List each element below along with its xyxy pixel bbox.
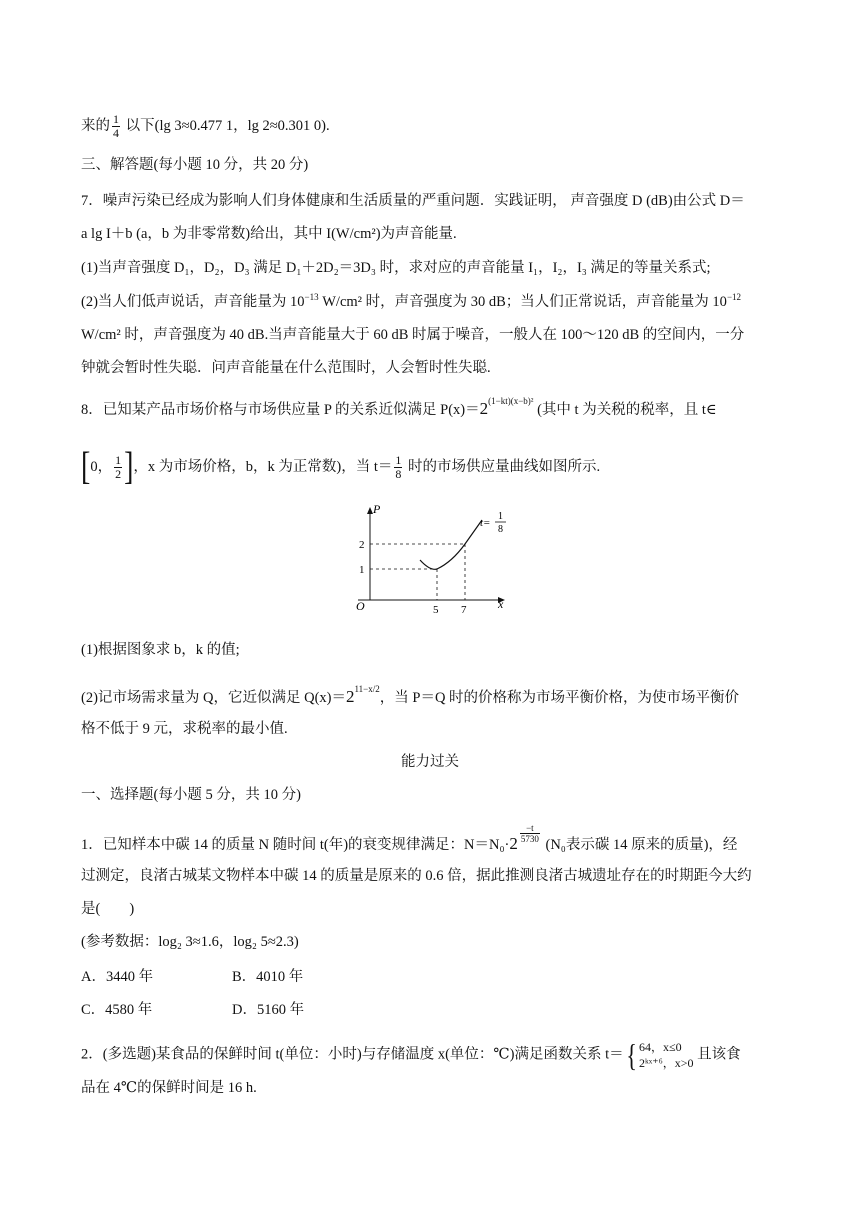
right-bracket: ] xyxy=(124,445,134,489)
text: 2．(多选题)某食品的保鲜时间 t(单位：小时)与存储温度 x(单位：℃)满足函数关系 t＝ xyxy=(81,1046,624,1063)
text: (N₀表示碳 14 原来的质量)，经 xyxy=(541,837,738,853)
y-tick-1: 1 xyxy=(359,564,365,576)
q7-part-2-line-1 xyxy=(81,292,741,312)
q1-line-3: 是( ) xyxy=(81,901,135,917)
fraction-numerator: 1 xyxy=(113,112,119,126)
x-tick-5: 5 xyxy=(433,604,439,616)
x-tick-7: 7 xyxy=(461,604,467,616)
curve-label: t= xyxy=(480,517,491,529)
q8-part-2-line-2: 格不低于 9 元，求税率的最小值. xyxy=(81,721,288,737)
text: ，x 为市场价格，b，k 为正常数)，当 t＝ xyxy=(133,458,393,475)
ability-heading: 能力过关 xyxy=(401,754,459,770)
exponent-fraction xyxy=(520,823,540,844)
curve-label-den: 8 xyxy=(498,524,503,535)
q7-part-2-line-2: W/cm² 时，声音强度为 40 dB.当声音能量大于 60 dB 时属于噪音，一般人在 100～120 dB 的空间内，一分 xyxy=(81,327,745,343)
q8-part-2-line-1 xyxy=(81,684,740,709)
fraction-numerator: −t xyxy=(520,823,540,834)
q7-line-2: a lg I＋b (a，b 为非零常数)给出，其中 I(W/cm²)为声音能量. xyxy=(81,226,457,242)
q2-line-2: 品在 4℃的保鲜时间是 16 h. xyxy=(81,1080,257,1096)
piecewise-cases xyxy=(639,1039,694,1071)
superscript: −12 xyxy=(726,292,742,303)
q1-line-1 xyxy=(81,823,738,856)
case-1: 64，x≤0 xyxy=(638,1040,682,1054)
y-axis-label: P xyxy=(373,502,381,516)
text: 1．已知样本中碳 14 的质量 N 随时间 t(年)的衰变规律满足：N＝N₀· xyxy=(81,837,510,853)
y-tick-2: 2 xyxy=(359,539,365,551)
left-brace: { xyxy=(625,1037,637,1073)
q1-option-a: A．3440 年 xyxy=(81,969,154,985)
q7-part-1: (1)当声音强度 D₁，D₂，D₃ 满足 D₁＋2D₂＝3D₃ 时，求对应的声音能量 I₁，I₂，I₃ 满足的等量关系式; xyxy=(81,260,711,276)
supply-curve xyxy=(420,520,482,569)
fraction xyxy=(112,113,120,140)
q7-line-1: 7．噪声污染已经成为影响人们身体健康和生活质量的严重问题．实践证明， 声音强度 D (dB)由公式 D＝ xyxy=(81,193,745,209)
q8-part-1: (1)根据图象求 b，k 的值; xyxy=(81,642,240,658)
text: 0， xyxy=(90,458,113,475)
x-axis-label: x xyxy=(498,597,504,611)
text: 来的 xyxy=(81,117,110,134)
exponent: 11−x/2 xyxy=(354,684,380,694)
q1-option-c: C．4580 年 xyxy=(81,1002,153,1018)
q7-part-2-line-3: 钟就会暂时性失聪．问声音能量在什么范围时，人会暂时性失聪. xyxy=(81,360,491,376)
section-3-heading: 三、解答题(每小题 10 分，共 20 分) xyxy=(81,157,309,173)
fraction-numerator: 1 xyxy=(395,453,402,467)
superscript: −13 xyxy=(304,292,319,303)
fraction-denominator: 4 xyxy=(113,126,119,140)
exponent: (1−kt)(x−b)² xyxy=(488,396,534,406)
q1-reference: (参考数据：log₂ 3≈1.6，log₂ 5≈2.3) xyxy=(81,934,299,950)
fraction xyxy=(114,454,122,481)
exponent-base: 2 xyxy=(509,834,518,853)
text: W/cm² 时，声音强度为 30 dB；当人们正常说话，声音能量为 10 xyxy=(318,294,727,310)
text: 以下(lg 3≈0.477 1，lg 2≈0.301 0). xyxy=(122,117,330,134)
fraction-denominator: 8 xyxy=(395,467,402,481)
q8-line-1 xyxy=(81,396,717,421)
text: 且该食 xyxy=(693,1046,741,1063)
exponent-base: 2 xyxy=(346,687,355,706)
q1-line-2: 过测定，良渚古城某文物样本中碳 14 的质量是原来的 0.6 倍，据此推测良渚古城遗址存在的时期距今大约 xyxy=(81,868,752,884)
text: ，当 P＝Q 时的价格称为市场平衡价格，为使市场平衡价 xyxy=(379,690,740,706)
exponent-base: 2 xyxy=(479,399,489,418)
curve-label-num: 1 xyxy=(498,511,503,522)
fraction-numerator: 1 xyxy=(115,453,122,467)
q1-option-b: B．4010 年 xyxy=(232,969,304,985)
intro-line xyxy=(81,113,330,140)
text: 时的市场供应量曲线如图所示. xyxy=(404,458,601,475)
text: (2)记市场需求量为 Q，它近似满足 Q(x)＝ xyxy=(81,690,347,706)
left-bracket: [ xyxy=(81,445,91,489)
supply-curve-figure xyxy=(340,500,520,618)
section-1-heading: 一、选择题(每小题 5 分，共 10 分) xyxy=(81,787,301,803)
fraction-denominator: 5730 xyxy=(520,834,539,845)
q1-option-d: D．5160 年 xyxy=(232,1002,305,1018)
fraction xyxy=(394,454,402,481)
text: 8．已知某产品市场价格与市场供应量 P 的关系近似满足 P(x)＝ xyxy=(81,402,480,418)
text: (2)当人们低声说话，声音能量为 10 xyxy=(81,294,305,310)
case-2: 2ᵏˣ⁺⁶，x>0 xyxy=(638,1056,694,1070)
q2-line-1 xyxy=(81,1039,741,1071)
fraction-denominator: 2 xyxy=(115,467,122,481)
origin-label: O xyxy=(356,599,365,613)
q8-line-2 xyxy=(81,445,601,489)
text: (其中 t 为关税的税率，且 t∈ xyxy=(533,402,717,418)
